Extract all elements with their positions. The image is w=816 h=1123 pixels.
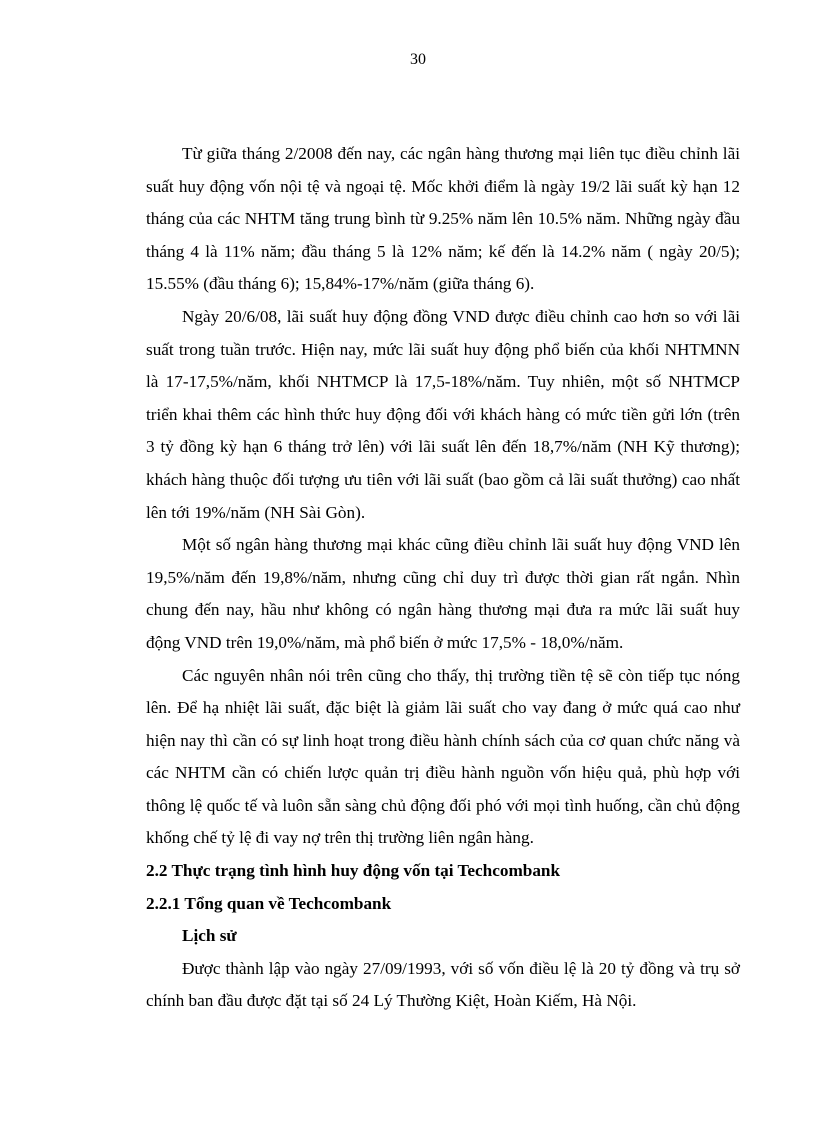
document-body bbox=[146, 138, 740, 1018]
page-number: 30 bbox=[410, 51, 426, 68]
paragraph-other-banks: Một số ngân hàng thương mại khác cũng điều chỉnh lãi suất huy động VND lên 19,5%/năm đến 19,8%/năm, nhưng cũng chỉ duy trì được thời gian rất ngắn. Nhìn chung đến nay, hầu như không có ngân hàng thương mại đưa ra mức lãi suất huy động VND trên 19,0%/năm, mà phổ biến ở mức 17,5% - 18,0%/năm. bbox=[146, 535, 740, 652]
paragraph-causes: Các nguyên nhân nói trên cũng cho thấy, thị trường tiền tệ sẽ còn tiếp tục nóng lên. Để hạ nhiệt lãi suất, đặc biệt là giảm lãi suất cho vay đang ở mức quá cao như hiện nay thì cần có sự linh hoạt trong điều hành chính sách của cơ quan chức năng và các NHTM cần có chiến lược quản trị điều hành nguồn vốn hiệu quả, phù hợp với thông lệ quốc tế và luôn sẵn sàng chủ động đối phó với mọi tình huống, cần chủ động khống chế tỷ lệ đi vay nợ trên thị trường liên ngân hàng. bbox=[146, 665, 740, 848]
paragraph-june-rates: Ngày 20/6/08, lãi suất huy động đồng VND được điều chỉnh cao hơn so với lãi suất trong tuần trước. Hiện nay, mức lãi suất huy động phổ biến của khối NHTMNN là 17-17,5%/năm, khối NHTMCP là 17,5-18%/năm. Tuy nhiên, một số NHTMCP triển khai thêm các hình thức huy động đối với khách hàng có mức tiền gửi lớn (trên 3 tỷ đồng kỳ hạn 6 tháng trở lên) với lãi suất lên đến 18,7%/năm (NH Kỹ thương); khách hàng thuộc đối tượng ưu tiên với lãi suất (bao gồm cả lãi suất thưởng) cao nhất lên tới 19%/năm (NH Sài Gòn). bbox=[146, 306, 740, 522]
paragraph-interest-rate-history: Từ giữa tháng 2/2008 đến nay, các ngân hàng thương mại liên tục điều chỉnh lãi suất huy động vốn nội tệ và ngoại tệ. Mốc khởi điểm là ngày 19/2 lãi suất kỳ hạn 12 tháng của các NHTM tăng trung bình từ 9.25% năm lên 10.5% năm. Những ngày đầu tháng 4 là 11% năm; đầu tháng 5 là 12% năm; kế đến là 14.2% năm ( ngày 20/5); 15.55% (đầu tháng 6); 15,84%-17%/năm (giữa tháng 6). bbox=[146, 144, 740, 294]
paragraph-history: Được thành lập vào ngày 27/09/1993, với số vốn điều lệ là 20 tỷ đồng và trụ sở chính ban đầu được đặt tại số 24 Lý Thường Kiệt, Hoàn Kiếm, Hà Nội. bbox=[146, 958, 740, 1011]
section-heading: 2.2 Thực trạng tình hình huy động vốn tại Techcombank bbox=[146, 861, 561, 881]
subsection-heading: 2.2.1 Tổng quan về Techcombank bbox=[146, 893, 392, 913]
history-heading: Lịch sử bbox=[182, 926, 237, 946]
